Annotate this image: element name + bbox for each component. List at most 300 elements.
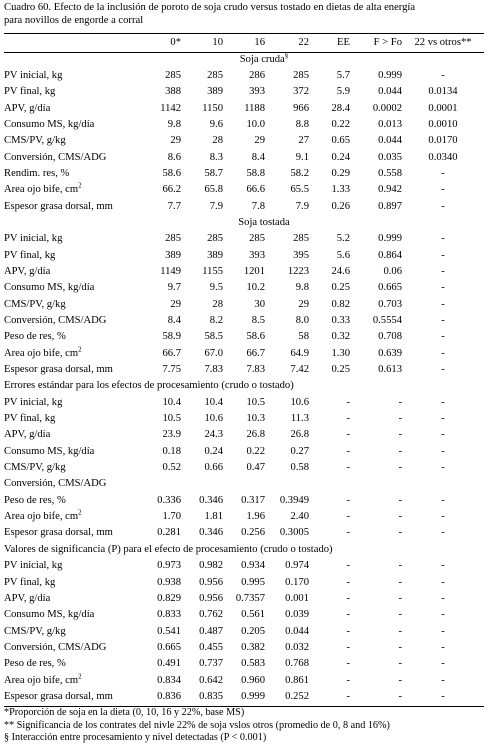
table-cell: 966 — [293, 102, 309, 114]
row-label-text: Espesor grasa dorsal, mm — [4, 364, 113, 376]
table-row — [4, 656, 484, 672]
header-row — [4, 35, 484, 51]
table-cell: 0.956 — [199, 576, 223, 588]
table-cell: 10.6 — [290, 396, 309, 408]
header-cell: 22 vs otros** — [414, 37, 472, 49]
table-cell: 372 — [293, 86, 309, 98]
table-cell: 9.6 — [209, 118, 223, 130]
row-label-text: CMS/PV, g/kg — [4, 625, 66, 637]
table-cell: 10.3 — [246, 413, 265, 425]
table-cell: - — [346, 396, 350, 408]
table-cell: 2.40 — [290, 511, 309, 523]
row-label — [4, 411, 139, 427]
table-cell: 0.639 — [378, 347, 402, 359]
table-cell: 0.613 — [378, 364, 402, 376]
header-cell: F > Fo — [373, 37, 402, 49]
table-cell: - — [346, 429, 350, 441]
row-label — [4, 100, 139, 116]
table-cell: - — [441, 233, 445, 245]
table-cell: 9.5 — [209, 282, 223, 294]
table-cell: 58.9 — [162, 331, 181, 343]
table-cell: - — [441, 527, 445, 539]
table-cell: 9.1 — [295, 151, 309, 163]
row-label-superscript: 2 — [78, 345, 82, 354]
row-label-text: PV final, kg — [4, 413, 56, 425]
table-cell: 0.27 — [290, 445, 309, 457]
table-cell: 0.960 — [241, 674, 265, 686]
table-cell: 10.4 — [204, 396, 223, 408]
section-title-text: Errores estándar para los efectos de procesamiento (crudo o tostado) — [4, 380, 294, 392]
table-cell: 9.8 — [167, 118, 181, 130]
table-cell: - — [398, 592, 402, 604]
table-row — [4, 672, 484, 688]
table-cell: 58.5 — [204, 331, 223, 343]
row-label — [4, 247, 139, 263]
table-cell: 5.9 — [336, 86, 350, 98]
row-label-text: Conversión, CMS/ADG — [4, 478, 107, 490]
table-cell: 29 — [170, 135, 181, 147]
table-row — [4, 313, 484, 329]
row-label-text: Espesor grasa dorsal, mm — [4, 527, 113, 539]
table-cell: 0.703 — [378, 298, 402, 310]
table-cell: 8.4 — [167, 315, 181, 327]
table-cell: 7.42 — [290, 364, 309, 376]
row-label-text: PV inicial, kg — [4, 560, 63, 572]
table-cell: 65.8 — [204, 184, 223, 196]
table-cell: 0.035 — [378, 151, 402, 163]
table-cell: - — [441, 396, 445, 408]
row-label-text: Peso de res, % — [4, 331, 66, 343]
table-row — [4, 362, 484, 378]
table-cell: - — [398, 641, 402, 653]
table-row — [4, 591, 484, 607]
row-label-text: Peso de res, % — [4, 658, 66, 670]
table-row — [4, 525, 484, 541]
table-cell: 285 — [249, 233, 265, 245]
table-cell: 1.70 — [162, 511, 181, 523]
table-cell: 389 — [207, 86, 223, 98]
row-label — [4, 264, 139, 280]
table-row — [4, 84, 484, 100]
table-row — [4, 574, 484, 590]
table-cell: - — [441, 315, 445, 327]
header-cell: 22 — [298, 37, 309, 49]
table-cell: - — [441, 576, 445, 588]
table-cell: - — [346, 462, 350, 474]
table-cell: - — [441, 429, 445, 441]
table-cell: 0.256 — [241, 527, 265, 539]
table-cell: 5.7 — [336, 69, 350, 81]
table-cell: 0.33 — [331, 315, 350, 327]
table-cell: - — [441, 609, 445, 621]
table-cell: 58.6 — [162, 167, 181, 179]
row-label — [4, 607, 139, 623]
table-cell: 0.0010 — [428, 118, 458, 130]
footnote: ** Significancia de los contrates del nivle 22% de soja vslos otros (promedio de 0, 8 and 16%) — [4, 719, 390, 731]
table-cell: 0.558 — [378, 167, 402, 179]
table-cell: 0.974 — [285, 560, 309, 572]
row-label-text: APV, g/día — [4, 265, 51, 277]
table-cell: 285 — [165, 69, 181, 81]
table-cell: 0.25 — [331, 282, 350, 294]
table-cell: - — [441, 592, 445, 604]
table-cell: - — [441, 560, 445, 572]
table-cell: 66.2 — [162, 184, 181, 196]
table-row — [4, 149, 484, 165]
table-cell: - — [346, 592, 350, 604]
table-cell: 0.039 — [285, 609, 309, 621]
table-cell: - — [441, 282, 445, 294]
table-cell: 0.382 — [241, 641, 265, 653]
row-label-text: CMS/PV, g/kg — [4, 135, 66, 147]
row-label — [4, 280, 139, 296]
row-label-superscript: 2 — [78, 672, 82, 681]
table-cell: - — [441, 494, 445, 506]
table-cell: - — [346, 445, 350, 457]
table-cell: 26.8 — [246, 429, 265, 441]
table-cell: - — [441, 625, 445, 637]
table-cell: - — [398, 560, 402, 572]
table-cell: 10.5 — [246, 396, 265, 408]
table-cell: 0.897 — [378, 200, 402, 212]
table-cell: 0.0340 — [428, 151, 458, 163]
table-row — [4, 427, 484, 443]
section-title-text: Valores de significancia (P) para el efecto de procesamiento (crudo o tostado) — [4, 543, 333, 555]
table-cell: 285 — [165, 233, 181, 245]
table-cell: 0.281 — [157, 527, 181, 539]
table-cell: 0.52 — [162, 462, 181, 474]
row-label-text: APV, g/día — [4, 102, 51, 114]
table-cell: 285 — [207, 69, 223, 81]
row-label-text: Peso de res, % — [4, 494, 66, 506]
table-row — [4, 493, 484, 509]
row-label — [4, 460, 139, 476]
section-header-row — [4, 378, 484, 394]
table-cell: 0.346 — [199, 494, 223, 506]
table-cell: 0.762 — [199, 609, 223, 621]
table-cell: 393 — [249, 249, 265, 261]
section-title — [4, 51, 484, 67]
table-cell: 0.47 — [246, 462, 265, 474]
table-cell: - — [441, 674, 445, 686]
row-label-text: Conversión, CMS/ADG — [4, 315, 107, 327]
row-label — [4, 640, 139, 656]
table-cell: 7.83 — [204, 364, 223, 376]
section-title-text: Soja tostada — [238, 216, 290, 228]
table-cell: 0.491 — [157, 658, 181, 670]
table-row — [4, 689, 484, 705]
table-row — [4, 117, 484, 133]
table-cell: 1188 — [244, 102, 265, 114]
header-cell: 16 — [254, 37, 265, 49]
table-cell: 0.0001 — [428, 102, 458, 114]
row-label — [4, 133, 139, 149]
table-cell: 24.6 — [331, 265, 350, 277]
table-cell: - — [346, 527, 350, 539]
table-cell: - — [346, 494, 350, 506]
footnote: *Proporción de soja en la dieta (0, 10, 16 y 22%, base MS) — [4, 707, 245, 718]
table-cell: 0.861 — [285, 674, 309, 686]
table-cell: 58.8 — [246, 167, 265, 179]
row-label — [4, 329, 139, 345]
table-cell: - — [441, 641, 445, 653]
row-label-text: Area ojo bife, cm — [4, 184, 79, 196]
table-row — [4, 198, 484, 214]
table-cell: 0.864 — [378, 249, 402, 261]
table-row — [4, 280, 484, 296]
table-cell — [309, 476, 350, 492]
table-row — [4, 100, 484, 116]
table-cell: 7.7 — [167, 200, 181, 212]
row-label — [4, 444, 139, 460]
table-cell: 1.96 — [246, 511, 265, 523]
row-label — [4, 689, 139, 705]
table-cell: 0.24 — [331, 151, 350, 163]
table-cell: 389 — [207, 249, 223, 261]
table-cell: 0.18 — [162, 445, 181, 457]
table-cell: 29 — [254, 135, 265, 147]
table-cell: 0.999 — [378, 69, 402, 81]
table-cell: 58.2 — [290, 167, 309, 179]
table-row — [4, 640, 484, 656]
table-row — [4, 231, 484, 247]
table-cell: 389 — [165, 249, 181, 261]
row-label — [4, 149, 139, 165]
row-label-text: PV final, kg — [4, 576, 56, 588]
table-cell: 285 — [207, 233, 223, 245]
row-label-text: PV inicial, kg — [4, 396, 63, 408]
table-row — [4, 133, 484, 149]
row-label-text: Espesor grasa dorsal, mm — [4, 690, 113, 702]
row-label-text: Consumo MS, kg/día — [4, 609, 95, 621]
table-cell: - — [398, 658, 402, 670]
table-cell: 395 — [293, 249, 309, 261]
table-row — [4, 444, 484, 460]
table-row — [4, 68, 484, 84]
section-header-row — [4, 542, 484, 558]
row-label — [4, 476, 139, 492]
table-cell: 0.0170 — [428, 135, 458, 147]
table-cell: 0.999 — [378, 233, 402, 245]
table-cell: 0.25 — [331, 364, 350, 376]
table-cell: - — [398, 413, 402, 425]
section-title — [4, 215, 484, 231]
table-cell — [223, 476, 265, 492]
section-header-row — [4, 215, 484, 231]
table-cell: 0.044 — [378, 86, 402, 98]
table-cell: - — [346, 658, 350, 670]
table-cell: 0.58 — [290, 462, 309, 474]
table-cell: 0.82 — [331, 298, 350, 310]
table-cell: 24.3 — [204, 429, 223, 441]
table-cell: - — [346, 674, 350, 686]
row-label-text: CMS/PV, g/kg — [4, 462, 66, 474]
row-label-text: CMS/PV, g/kg — [4, 298, 66, 310]
section-header-row — [4, 51, 484, 67]
table-cell: 0.22 — [331, 118, 350, 130]
row-label-text: PV final, kg — [4, 86, 56, 98]
table-cell: 393 — [249, 86, 265, 98]
table-cell: - — [346, 641, 350, 653]
table-cell: - — [346, 609, 350, 621]
table-cell: 66.7 — [246, 347, 265, 359]
table-cell: 8.6 — [167, 151, 181, 163]
section-title-mark: § — [284, 50, 289, 59]
table-cell: 0.708 — [378, 331, 402, 343]
table-row — [4, 395, 484, 411]
row-label — [4, 313, 139, 329]
table-row — [4, 623, 484, 639]
row-label-text: Area ojo bife, cm — [4, 674, 79, 686]
table-row — [4, 329, 484, 345]
table-cell: 66.7 — [162, 347, 181, 359]
table-cell: 0.001 — [285, 592, 309, 604]
table-cell: 1.33 — [331, 184, 350, 196]
table-cell: - — [398, 462, 402, 474]
table-cell: 0.317 — [241, 494, 265, 506]
table-row — [4, 297, 484, 313]
table-cell: 388 — [165, 86, 181, 98]
table-cell: 7.8 — [251, 200, 265, 212]
table-cell: 9.8 — [295, 282, 309, 294]
table-cell — [139, 476, 181, 492]
table-cell: 7.9 — [209, 200, 223, 212]
table-cell: - — [346, 576, 350, 588]
table-cell: 10.5 — [162, 413, 181, 425]
row-label-text: Rendim. res, % — [4, 167, 70, 179]
table-cell: 0.942 — [378, 184, 402, 196]
table-row — [4, 182, 484, 198]
table-cell: - — [398, 609, 402, 621]
table-cell: - — [346, 690, 350, 702]
table-cell: 7.9 — [295, 200, 309, 212]
row-label-text: APV, g/día — [4, 429, 51, 441]
table-cell: 0.561 — [241, 609, 265, 621]
table-cell: - — [441, 167, 445, 179]
table-row — [4, 411, 484, 427]
table-cell — [181, 476, 223, 492]
table-row — [4, 509, 484, 525]
table-cell: - — [398, 511, 402, 523]
table-cell: 8.5 — [251, 315, 265, 327]
table-cell: 8.0 — [295, 315, 309, 327]
table-cell: 0.833 — [157, 609, 181, 621]
table-cell: 0.032 — [285, 641, 309, 653]
row-label-text: PV inicial, kg — [4, 69, 63, 81]
table-cell: - — [441, 658, 445, 670]
table-cell: 5.6 — [336, 249, 350, 261]
row-label — [4, 68, 139, 84]
table-cell: 0.836 — [157, 690, 181, 702]
section-title — [4, 542, 484, 558]
table-cell: 27 — [298, 135, 309, 147]
table-cell: 0.934 — [241, 560, 265, 572]
table-cell: 8.4 — [251, 151, 265, 163]
table-cell: 285 — [293, 69, 309, 81]
row-label — [4, 623, 139, 639]
row-label-text: PV inicial, kg — [4, 233, 63, 245]
table-cell: - — [398, 429, 402, 441]
table-cell: - — [398, 445, 402, 457]
row-label — [4, 362, 139, 378]
table-cell: 1150 — [202, 102, 223, 114]
table-cell: 28 — [212, 298, 223, 310]
table-cell: - — [346, 511, 350, 523]
row-label-text: Conversión, CMS/ADG — [4, 641, 107, 653]
table-cell: 0.205 — [241, 625, 265, 637]
table-cell: - — [441, 200, 445, 212]
table-cell: 0.29 — [331, 167, 350, 179]
header-cell — [4, 35, 139, 51]
table-cell: - — [441, 347, 445, 359]
table-cell: 1.30 — [331, 347, 350, 359]
header-cell: 0* — [170, 37, 181, 49]
footnote: § Interacción entre procesamiento y nivel detectadas (P < 0.001) — [4, 732, 267, 744]
table-cell: 8.3 — [209, 151, 223, 163]
table-cell: 0.834 — [157, 674, 181, 686]
table-cell: 1201 — [243, 265, 265, 277]
table-cell: 0.829 — [157, 592, 181, 604]
table-cell: 0.541 — [157, 625, 181, 637]
table-cell: 26.8 — [290, 429, 309, 441]
table-cell: - — [398, 625, 402, 637]
table-cell: 0.044 — [285, 625, 309, 637]
table-cell: 0.26 — [331, 200, 350, 212]
table-cell: 1142 — [160, 102, 181, 114]
table-cell: 7.75 — [162, 364, 181, 376]
table-cell: 23.9 — [162, 429, 181, 441]
caption-line-1: Cuadro 60. Efecto de la inclusión de poroto de soja crudo versus tostado en dietas de alta energía — [4, 2, 416, 13]
table-cell: 0.170 — [285, 576, 309, 588]
table-cell: - — [398, 576, 402, 588]
row-label-superscript: 2 — [78, 181, 82, 190]
table-cell: 1.81 — [204, 511, 223, 523]
row-label — [4, 117, 139, 133]
table-cell: 0.252 — [285, 690, 309, 702]
table-cell: 0.835 — [199, 690, 223, 702]
table-cell: 0.346 — [199, 527, 223, 539]
row-label-text: Consumo MS, kg/día — [4, 445, 95, 457]
row-label-superscript: 2 — [78, 508, 82, 517]
table-cell: 66.6 — [246, 184, 265, 196]
table-cell: 0.66 — [204, 462, 223, 474]
section-title — [4, 378, 484, 394]
table-caption — [4, 2, 484, 27]
row-label-text: Area ojo bife, cm — [4, 511, 79, 523]
table-cell: - — [441, 265, 445, 277]
table-cell: 0.044 — [378, 135, 402, 147]
table-cell: 11.3 — [290, 413, 309, 425]
table-cell: 0.642 — [199, 674, 223, 686]
caption-line-2: para novillos de engorde a corral — [4, 14, 144, 26]
table-cell: 29 — [170, 298, 181, 310]
table-cell: - — [398, 494, 402, 506]
table-cell: 9.7 — [167, 282, 181, 294]
table-cell: 58.6 — [246, 331, 265, 343]
table-cell: 0.973 — [157, 560, 181, 572]
row-label-text: APV, g/día — [4, 592, 51, 604]
table-cell: - — [346, 625, 350, 637]
table-cell: 0.999 — [241, 690, 265, 702]
table-cell: 58.7 — [204, 167, 223, 179]
table-cell: 0.5554 — [372, 315, 402, 327]
header-cell: EE — [337, 37, 350, 49]
table-cell: - — [441, 69, 445, 81]
table-cell: 0.982 — [199, 560, 223, 572]
table-row — [4, 460, 484, 476]
table-cell: 1223 — [287, 265, 309, 277]
table-cell: 10.0 — [246, 118, 265, 130]
